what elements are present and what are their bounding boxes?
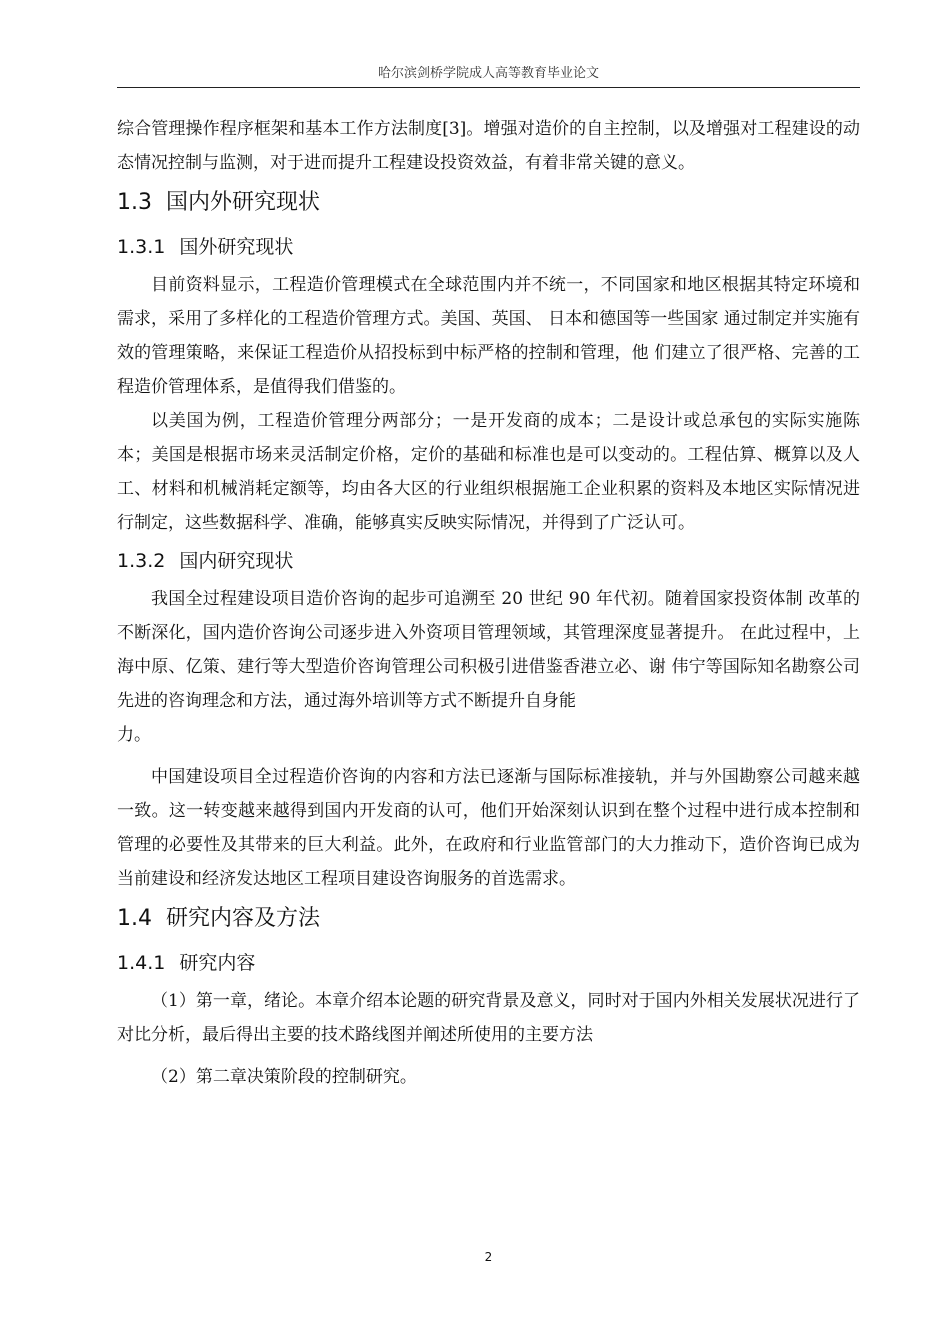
subsection-title: 国内研究现状 (179, 550, 294, 572)
section-heading-1-4 (117, 896, 860, 942)
page-body (117, 112, 860, 1094)
section-number: 1.4 (117, 906, 152, 931)
subsection-heading-1-3-1 (117, 226, 860, 268)
page-header: 哈尔滨剑桥学院成人高等教育毕业论文 (377, 66, 599, 81)
subsection-number: 1.3.2 (117, 550, 166, 572)
subsection-title: 研究内容 (179, 952, 256, 974)
section-title: 研究内容及方法 (166, 906, 321, 931)
page-number: 2 (484, 1250, 493, 1264)
list-item-chapter-1: （1）第一章，绪论。本章介绍本论题的研究背景及意义，同时对于国内外相关发展状况进行了对比分析，最后得出主要的技术路线图并阐述所使用的主要方法 (117, 991, 860, 1045)
paragraph-domestic-2: 中国建设项目全过程造价咨询的内容和方法已逐渐与国际标准接轨，并与外国勘察公司越来越一致。这一转变越来越得到国内开发商的认可，他们开始深刻认识到在整个过程中进行成本控制和管理的必要性及其带来的巨大利益。此外，在政府和行业监管部门的大力推动下，造价咨询已成为当前建设和经济发达地区工程项目建设咨询服务的首选需求。 (117, 767, 860, 889)
subsection-heading-1-3-2 (117, 540, 860, 582)
section-number: 1.3 (117, 190, 152, 215)
header-rule (117, 87, 860, 88)
paragraph-foreign-2: 以美国为例，工程造价管理分两部分；一是开发商的成本；二是设计或总承包的实际实施陈本；美国是根据市场来灵活制定价格，定价的基础和标准也是可以变动的。工程估算、概算以及人工、材料和机械消耗定额等，均由各大区的行业组织根据施工企业积累的资料及本地区实际情况进行制定，这些数据科学、准确，能够真实反映实际情况，并得到了广泛认可。 (117, 411, 860, 533)
subsection-heading-1-4-1 (117, 942, 860, 984)
section-title: 国内外研究现状 (166, 190, 321, 215)
subsection-title: 国外研究现状 (179, 236, 294, 258)
paragraph-intro: 综合管理操作程序框架和基本工作方法制度[3]。增强对造价的自主控制，以及增强对工程建设的动态情况控制与监测，对于进而提升工程建设投资效益，有着非常关键的意义。 (117, 119, 860, 173)
list-item-chapter-2: （2）第二章决策阶段的控制研究。 (151, 1067, 417, 1087)
paragraph-domestic-1: 我国全过程建设项目造价咨询的起步可追溯至 20 世纪 90 年代初。随着国家投资体制 改革的不断深化，国内造价咨询公司逐步进入外资项目管理领域，其管理深度显著提升。 在此过程中，上海中原、亿策、建行等大型造价咨询管理公司积极引进借鉴香港立必、谢 伟宁等国际知名勘察公司先进的咨询理念和方法，通过海外培训等方式不断提升自身能 (117, 589, 860, 711)
subsection-number: 1.3.1 (117, 236, 166, 258)
section-heading-1-3 (117, 180, 860, 226)
paragraph-foreign-1: 目前资料显示，工程造价管理模式在全球范围内并不统一，不同国家和地区根据其特定环境和需求，采用了多样化的工程造价管理方式。美国、英国、 日本和德国等一些国家 通过制定并实施有效的管理策略，来保证工程造价从招投标到中标严格的控制和管理，他 们建立了很严格、完善的工程造价管理体系，是值得我们借鉴的。 (117, 275, 860, 397)
subsection-number: 1.4.1 (117, 952, 166, 974)
paragraph-domestic-1-tail: 力。 (117, 725, 151, 745)
